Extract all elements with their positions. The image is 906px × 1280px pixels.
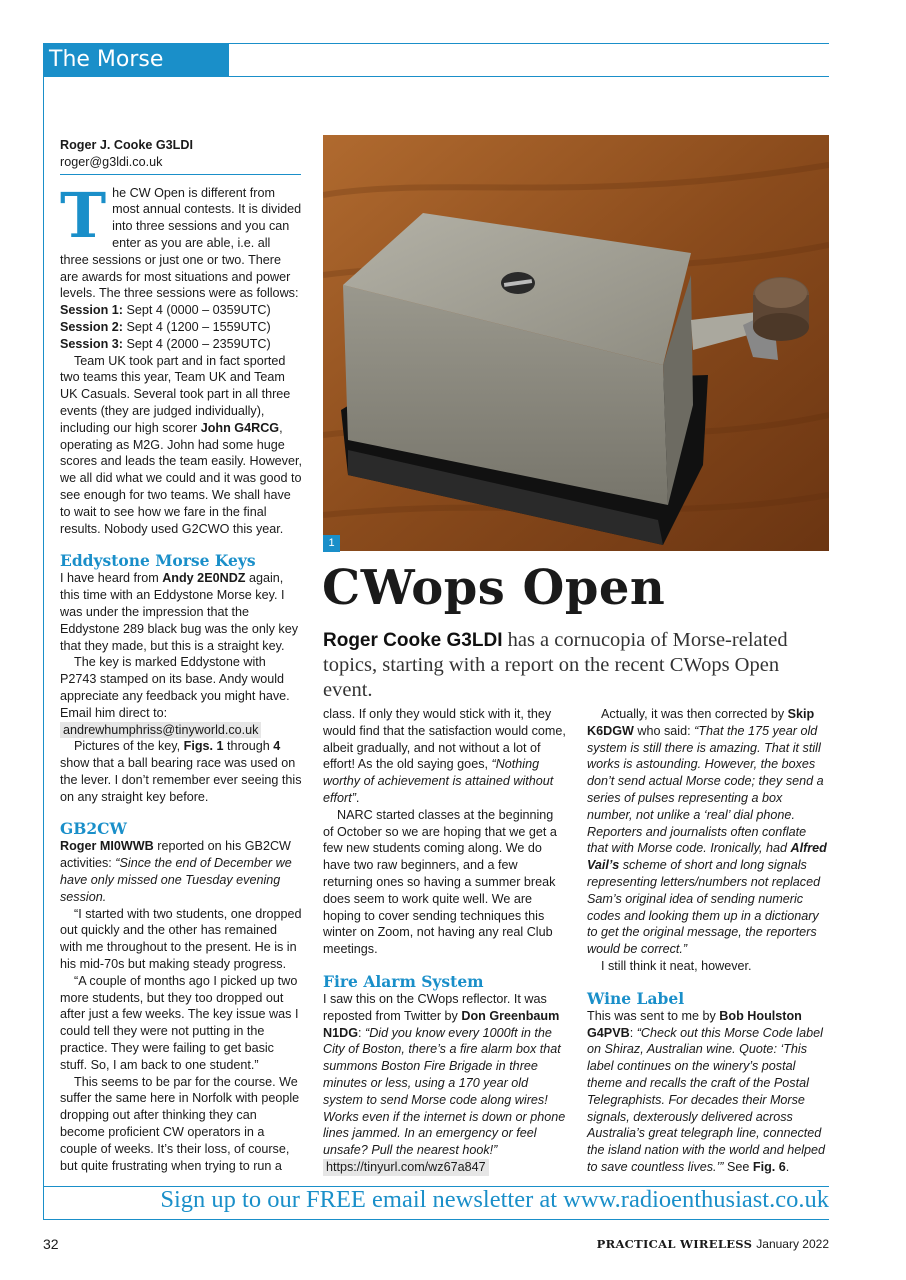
column-2 <box>323 706 567 1176</box>
morse-key-photo <box>323 135 829 551</box>
header-bottom-rule <box>43 76 829 77</box>
figure-number-badge: 1 <box>323 535 340 552</box>
gb2cw-paragraph-1: Roger MI0WWB reported on his GB2CW activities: “Since the end of December we have only missed one Tuesday evening session. <box>60 839 292 904</box>
article-title: CWops Open <box>322 560 666 616</box>
fire-alarm-paragraph: I saw this on the CWops reflector. It was reposted from Twitter by Don Greenbaum N1DG: “Did you know every 1000ft in the City of Boston, there’s a fire alarm box that summons Boston Fire Brigade in three minutes or less, using a 170 year old system to send Morse code along wires! Works even if the internet is down or phone lines jammed. In an emergency or feel unsafe? Pull the nearest hook!” <box>323 991 566 1158</box>
heading-gb2cw: GB2CW <box>60 819 127 839</box>
fire-alarm-url-line <box>323 1159 567 1176</box>
byline-divider <box>60 174 301 175</box>
eddystone-email-line <box>60 722 302 739</box>
heading-fire-alarm: Fire Alarm System <box>323 971 484 991</box>
eddystone-paragraph-2: The key is marked Eddystone with P2743 stamped on its base. Andy would appreciate any feedback you might have. Email him direct to: <box>60 655 290 720</box>
eddystone-paragraph-1: I have heard from Andy 2E0NDZ again, this time with an Eddystone Morse key. I was under the impression that the Eddystone 289 black bug was the only key that they made, but this is a straight key. <box>60 571 299 653</box>
gb2cw-paragraph-3: “A couple of months ago I picked up two more students, but they too dropped out after just a few weeks. The key issue was I could tell they were not putting in the practice. They were failing to get basic stuff. So, I am back to one student.” <box>60 973 299 1072</box>
narc-paragraph: NARC started classes at the beginning of October so we are hoping that we get a few new students coming along. We do have two raw beginners, and a few returning ones so having a summer break does seem to work quite well. We are hoping to cover sending techniques this winter on Zoom, not having any real Club meetings. <box>323 807 557 957</box>
morse-key-illustration <box>323 135 829 551</box>
page-number: 32 <box>43 1236 59 1252</box>
newsletter-bottom-rule <box>43 1219 829 1220</box>
left-margin-rule <box>43 43 44 1220</box>
drop-cap: T <box>60 178 107 252</box>
email-link[interactable]: andrewhumphriss@tinyworld.co.uk <box>60 722 261 739</box>
issue-date: January 2022 <box>756 1237 829 1251</box>
newsletter-banner[interactable]: Sign up to our FREE email newsletter at www.radioenthusiast.co.uk <box>160 1186 829 1213</box>
column-1 <box>60 137 302 1174</box>
magazine-name: PRACTICAL WIRELESS <box>596 1237 753 1251</box>
standfirst: Roger Cooke G3LDI has a cornucopia of Morse-related topics, starting with a report on the recent CWops Open event. <box>323 629 788 701</box>
column-3 <box>587 706 829 1176</box>
eddystone-paragraph-3: Pictures of the key, Figs. 1 through 4 show that a ball bearing race was used on the lever. I don’t remember ever seeing this on any straight key before. <box>60 739 302 804</box>
neat-paragraph: I still think it neat, however. <box>601 958 752 973</box>
tinyurl-link[interactable]: https://tinyurl.com/wz67a847 <box>323 1159 489 1176</box>
correction-paragraph: Actually, it was then corrected by Skip K6DGW who said: “That the 175 year old system is still there is amazing. That it still works is astounding. However, the boxes don’t send actual Morse code; they send a series of pulses representing a box number, not unlike a ‘real’ dial phone. Reporters and journalists often conflate that with Morse code. Ironically, had Alfred Vail’s scheme of short and long signals representing letters/numbers not replaced Sam’s original idea of sending numeric codes and looking them up in a dictionary to get the original message, the reporters would be correct.” <box>587 707 827 957</box>
author-name: Roger J. Cooke G3LDI <box>60 138 193 152</box>
session-2: Session 2: Sept 4 (1200 – 1559UTC) <box>60 319 271 334</box>
team-uk-paragraph: Team UK took part and in fact sported two teams this year, Team UK and Team UK Casuals. Several took part in all three events (they are judged individually), including our high scorer John G4RCG, operating as M2G. John had some huge scores and leads the team easily. However, we all did what we could and it was good to see enough for two teams. We shall have to wait to see how we fare in the final results. Nobody used G2CWO this year. <box>60 353 302 536</box>
gb2cw-paragraph-2: “I started with two students, one dropped out quickly and the other has remained with me throughout to the present. He is in his mid-70s but making steady progress. <box>60 906 302 972</box>
gb2cw-paragraph-4: This seems to be par for the course. We suffer the same here in Norfolk with people dropping out after thinking they can become proficient CW operators in a couple of weeks. It’s their loss, of course, but quite frustrating when trying to run a <box>60 1074 300 1173</box>
author-email: roger@g3ldi.co.uk <box>60 154 163 169</box>
wine-label-paragraph: This was sent to me by Bob Houlston G4PVB: “Check out this Morse Code label on Shiraz, Australian wine. Quote: ‘This label continues on the winery’s postal theme and recalls the craft of the Postal Telegraphists. For decades their Morse signals, dexterously delivered across Australia’s great telegraph line, connected the island nation with the world and helped to save countless lives.’” See Fig. 6. <box>587 1008 826 1174</box>
section-title: The Morse Mode <box>43 43 229 76</box>
session-1: Session 1: Sept 4 (0000 – 0359UTC) <box>60 303 271 318</box>
intro-paragraph: The CW Open is different from most annual contests. It is divided into three sessions and you can enter as you are able, i.e. all three sessions or just one or two. There are awards for most situations and power levels. The three sessions were as follows: <box>60 178 302 301</box>
class-paragraph: class. If only they would stick with it, they would find that the satisfaction would come, albeit gradually, and not without a lot of effort! As the old saying goes, “Nothing worthy of achievement is attained without effort”. <box>323 707 566 805</box>
magazine-footer <box>597 1237 829 1251</box>
heading-wine-label: Wine Label <box>587 988 685 1008</box>
heading-eddystone: Eddystone Morse Keys <box>60 551 256 571</box>
session-3: Session 3: Sept 4 (2000 – 2359UTC) <box>60 336 271 351</box>
